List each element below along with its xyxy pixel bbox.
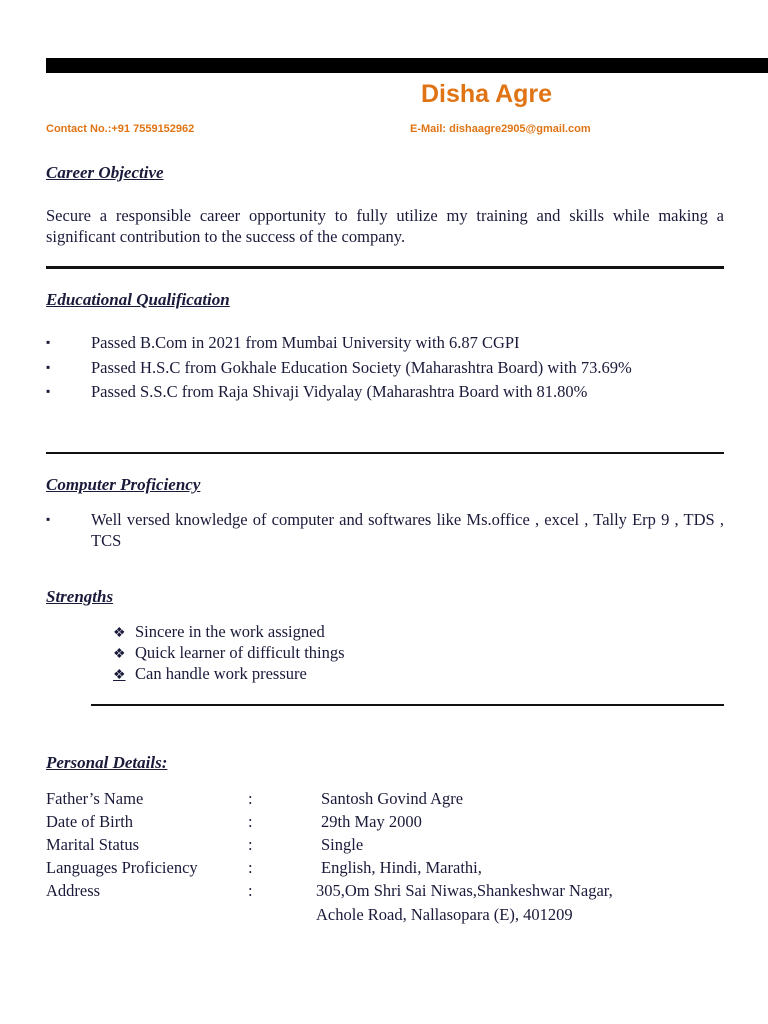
personal-label: Date of Birth: [46, 812, 134, 831]
personal-separator: :: [248, 835, 253, 854]
computer-item-text: Well versed knowledge of computer and softwares like Ms.office , excel , Tally Erp 9 , TDS , TCS: [91, 510, 724, 550]
strength-item: [113, 621, 325, 644]
candidate-name: Disha Agre: [421, 80, 553, 108]
personal-value: 305,Om Shri Sai Niwas,Shankeshwar Nagar,: [316, 881, 613, 900]
personal-row-dob: [46, 810, 746, 833]
strength-item-text: Quick learner of difficult things: [135, 643, 345, 662]
bullet-square-icon: ▪: [46, 512, 51, 526]
personal-label: Father’s Name: [46, 789, 144, 808]
bullet-square-icon: ▪: [46, 360, 51, 374]
education-item-text: Passed H.S.C from Gokhale Education Society (Maharashtra Board) with 73.69%: [91, 358, 632, 377]
personal-row-marital: [46, 833, 746, 856]
email-address: E-Mail: dishaagre2905@gmail.com: [410, 123, 591, 135]
personal-row-father: [46, 787, 746, 810]
personal-label: Languages Proficiency: [46, 858, 198, 877]
education-heading: Educational Qualification: [46, 290, 230, 309]
education-item: [46, 332, 724, 353]
strength-item-text: Sincere in the work assigned: [135, 622, 325, 641]
personal-separator: :: [248, 858, 253, 877]
computer-proficiency-heading: Computer Proficiency: [46, 475, 201, 494]
diamond-bullet-icon: ❖: [113, 668, 126, 683]
personal-value: 29th May 2000: [321, 812, 422, 831]
computer-item: [46, 509, 724, 551]
strength-item-text: Can handle work pressure: [135, 664, 307, 683]
personal-separator: :: [248, 881, 253, 900]
personal-label: Address: [46, 881, 101, 900]
bullet-square-icon: ▪: [46, 335, 51, 349]
section-divider: [91, 704, 724, 706]
career-objective-heading: Career Objective: [46, 163, 164, 182]
personal-label: Marital Status: [46, 835, 140, 854]
education-item-text: Passed S.S.C from Raja Shivaji Vidyalay (Maharashtra Board with 81.80%: [91, 382, 588, 401]
section-divider: [46, 266, 724, 269]
bullet-square-icon: ▪: [46, 384, 51, 398]
strength-item: [113, 663, 307, 686]
personal-row-address: [46, 879, 746, 902]
personal-separator: :: [248, 789, 253, 808]
personal-value: English, Hindi, Marathi,: [321, 858, 482, 877]
personal-separator: :: [248, 812, 253, 831]
address-line-2: Achole Road, Nallasopara (E), 401209: [316, 905, 573, 924]
diamond-bullet-icon: ❖: [113, 647, 126, 662]
section-divider: [46, 452, 724, 454]
personal-details-heading: Personal Details:: [46, 753, 168, 772]
contact-number: Contact No.:+91 7559152962: [46, 123, 195, 135]
diamond-bullet-icon: ❖: [113, 626, 126, 641]
personal-row-languages: [46, 856, 746, 879]
personal-value: Santosh Govind Agre: [321, 789, 464, 808]
strength-item: [113, 642, 345, 665]
top-border-bar: [46, 58, 768, 73]
strengths-heading: Strengths: [46, 587, 114, 606]
education-item: [46, 381, 724, 402]
personal-value: Single: [321, 835, 364, 854]
education-item-text: Passed B.Com in 2021 from Mumbai University with 6.87 CGPI: [91, 333, 520, 352]
career-objective-text: Secure a responsible career opportunity to fully utilize my training and skills while making a significant contribution to the success of the company.: [46, 206, 724, 246]
education-item: [46, 357, 724, 378]
